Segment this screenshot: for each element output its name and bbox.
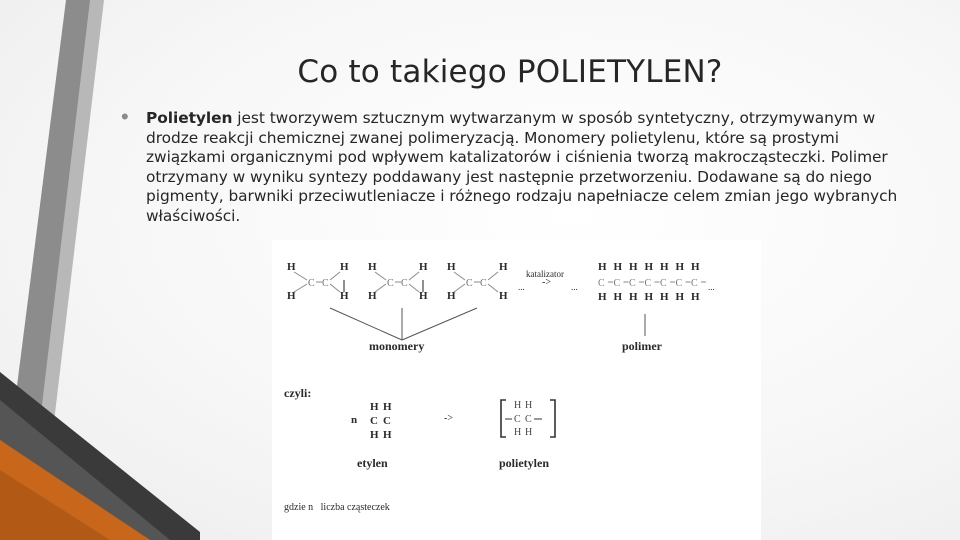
slide-title: Co to takiego POLIETYLEN?	[297, 54, 723, 90]
atom-c: C	[525, 414, 532, 425]
atom-c: C	[401, 278, 408, 289]
monomer-label: monomery	[369, 339, 425, 353]
atom-h: H	[419, 290, 428, 302]
decorative-stripes	[0, 0, 200, 540]
atom-c: C	[514, 414, 521, 425]
atom-h: H	[613, 261, 623, 273]
atom-c: C	[322, 278, 329, 289]
atom-h: H	[287, 290, 296, 302]
atom-h: H	[644, 261, 654, 273]
atom-h: H	[447, 261, 456, 273]
ethylene-label: etylen	[357, 456, 388, 470]
atom-c: C	[387, 278, 394, 289]
footnote: gdzie n liczba cząsteczek	[284, 502, 390, 513]
atom-h: H	[525, 427, 533, 438]
atom-h: H	[644, 291, 654, 303]
atom-h: H	[383, 401, 392, 413]
n-label: n	[351, 414, 358, 426]
atom-h: H	[675, 261, 685, 273]
ellipsis: ...	[518, 282, 525, 292]
atom-c: C	[308, 278, 315, 289]
czyli-label: czyli:	[284, 386, 312, 400]
atom-h: H	[383, 429, 392, 441]
atom-h: H	[447, 290, 456, 302]
atom-h: H	[370, 401, 379, 413]
atom-h: H	[514, 427, 522, 438]
atom-c: C	[691, 278, 698, 289]
atom-h: H	[287, 261, 296, 273]
atom-c: C	[383, 415, 391, 427]
atom-h: H	[499, 261, 508, 273]
atom-c: C	[644, 278, 652, 289]
atom-c: C	[613, 278, 621, 289]
ellipsis: ...	[708, 282, 715, 292]
atom-h: H	[660, 261, 669, 273]
atom-c: C	[660, 278, 667, 289]
bullet-dot-icon: •	[121, 104, 129, 129]
atom-h: H	[598, 291, 607, 303]
atom-h: H	[675, 291, 685, 303]
atom-c: C	[370, 415, 378, 427]
ellipsis: ...	[571, 282, 578, 292]
atom-h: H	[691, 261, 700, 273]
atom-c: C	[629, 278, 636, 289]
bullet-paragraph	[146, 109, 916, 227]
atom-c: C	[598, 278, 605, 289]
atom-h: H	[499, 290, 508, 302]
bullet-lead: Polietylen	[146, 109, 233, 127]
catalyst-label: katalizator	[526, 269, 564, 279]
atom-h: H	[629, 261, 638, 273]
atom-h: H	[691, 291, 700, 303]
atom-h: H	[598, 261, 607, 273]
polymerization-figure	[272, 240, 761, 540]
atom-h: H	[368, 290, 377, 302]
atom-c: C	[466, 278, 473, 289]
polyethylene-label: polietylen	[499, 456, 549, 470]
atom-h: H	[514, 400, 522, 411]
atom-c: C	[480, 278, 487, 289]
atom-h: H	[340, 290, 349, 302]
bullet-text: jest tworzywem sztucznym wytwarzanym w sposób syntetyczny, otrzymywanym w drodze reakcji chemicznej zwanej polimeryzacją. Monomery polietylenu, które są prostymi związkami organicznymi pod wpływem katalizatorów i ciśnienia tworzą makrocząsteczki. Polimer otrzymany w wyniku syntezy poddawany jest następnie przetworzeniu. Dodawane są do niego pigmenty, barwniki przeciwutleniacze i różnego rodzaju napełniacze celem zmian jego wybranych właściwości.	[146, 109, 898, 225]
reaction-arrow: ->	[542, 277, 551, 288]
atom-h: H	[613, 291, 623, 303]
atom-h: H	[525, 400, 533, 411]
atom-c: C	[675, 278, 683, 289]
atom-h: H	[660, 291, 669, 303]
atom-h: H	[419, 261, 428, 273]
atom-h: H	[629, 291, 638, 303]
atom-h: H	[370, 429, 379, 441]
polymer-label: polimer	[622, 339, 662, 353]
atom-h: H	[340, 261, 349, 273]
reaction-arrow-2: ->	[444, 413, 453, 424]
atom-h: H	[368, 261, 377, 273]
